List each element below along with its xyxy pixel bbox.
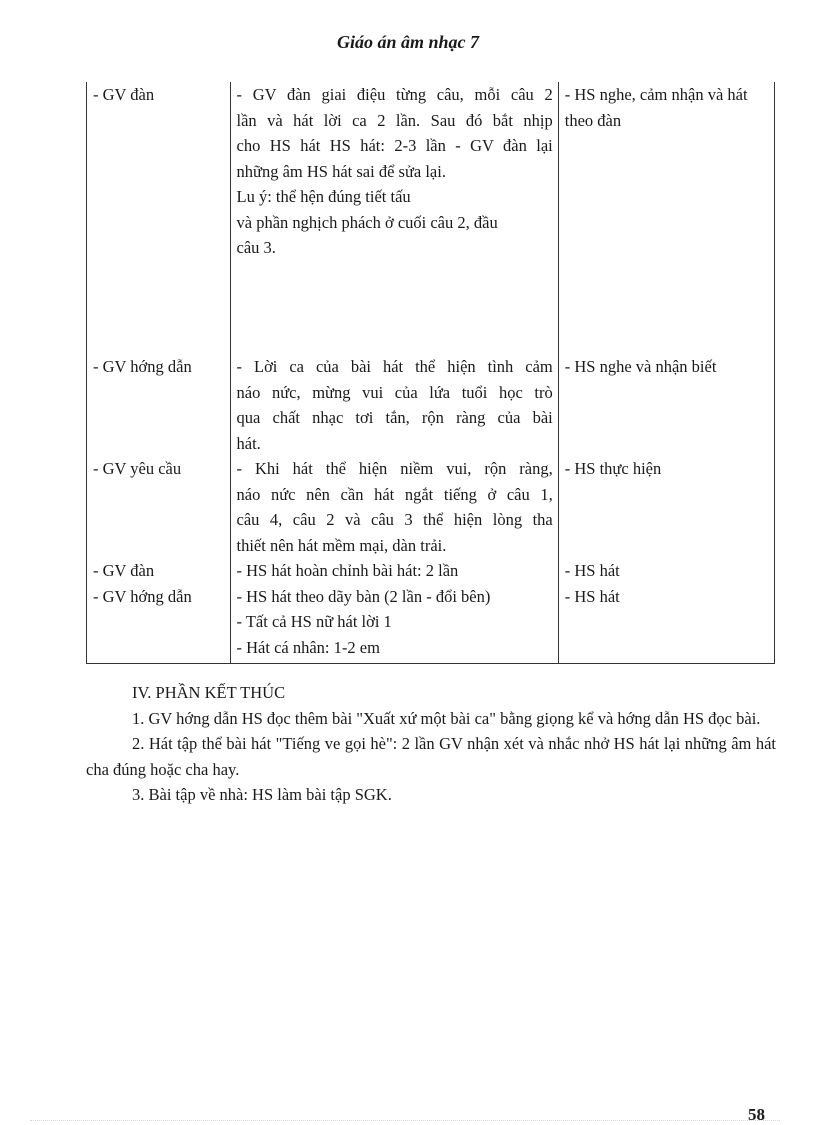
footer-divider xyxy=(30,1120,780,1121)
table-row xyxy=(87,456,775,558)
table-row xyxy=(87,584,775,664)
page-header-title: Giáo án âm nhạc 7 xyxy=(336,32,480,52)
content-line: thiết nên hát mềm mại, dàn trải. xyxy=(236,535,447,555)
content-line: - HS hát theo dãy bàn (2 lần - đổi bên) xyxy=(236,586,491,606)
content-line: Lu ý: thể hện đúng tiết tấu xyxy=(236,187,411,206)
closing-section xyxy=(86,680,776,808)
teacher-activity: - GV hớng dẫn xyxy=(93,586,192,606)
content-line: hát. xyxy=(236,433,261,453)
teacher-activity-cell xyxy=(87,354,231,456)
content-line: - GV đàn giai điệu từng câu, mỗi câu 2 xyxy=(236,85,553,104)
student-activity-cell xyxy=(558,456,774,558)
content-line: và phần nghịch phách ở cuối câu 2, đầu xyxy=(236,212,498,232)
section-title: IV. PHẦN KẾT THÚC xyxy=(132,683,286,702)
content-line: những âm HS hát sai để sửa lại. xyxy=(236,161,446,181)
student-activity: - HS hát xyxy=(564,561,620,580)
content-line: - Tất cả HS nữ hát lời 1 xyxy=(236,612,392,631)
content-line: - Lời ca của bài hát thể hiện tình cảm xyxy=(236,357,553,376)
lesson-plan-table xyxy=(86,82,775,664)
content-line: - Hát cá nhân: 1-2 em xyxy=(236,637,380,657)
student-activity-cell xyxy=(558,584,774,664)
closing-paragraph: 1. GV hớng dẫn HS đọc thêm bài "Xuất xứ một bài ca" bằng giọng kể và hớng dẫn HS đọc bài. xyxy=(132,708,761,728)
table-row xyxy=(87,82,775,354)
content-cell xyxy=(230,558,558,584)
content-line: - HS hát hoàn chỉnh bài hát: 2 lần xyxy=(236,561,459,580)
student-activity: - HS hát xyxy=(564,586,620,606)
student-activity-cell xyxy=(558,82,774,354)
student-activity: - HS nghe và nhận biết xyxy=(564,357,717,376)
page-number: 58 xyxy=(748,1105,765,1124)
closing-paragraph: 2. Hát tập thể bài hát "Tiếng ve gọi hè": 2 lần GV nhận xét và nhắc nhở HS hát lại những âm hát cha đúng hoặc cha hay. xyxy=(86,734,776,779)
teacher-activity-cell xyxy=(87,82,231,354)
content-line: câu 3. xyxy=(236,238,276,257)
student-activity-cell xyxy=(558,558,774,584)
content-line: qua chất nhạc tơi tắn, rộn ràng của bài xyxy=(236,408,553,427)
content-line: câu 4, câu 2 và câu 3 thể hiện lòng tha xyxy=(236,510,553,529)
content-cell xyxy=(230,584,558,664)
teacher-activity: - GV đàn xyxy=(93,561,155,580)
content-line: lần và hát lời ca 2 lần. Sau đó bắt nhịp xyxy=(236,110,553,130)
teacher-activity: - GV yêu cầu xyxy=(93,459,182,478)
content-line: náo nức, mừng vui của lứa tuổi học trò xyxy=(236,382,553,402)
content-line: - Khi hát thể hiện niềm vui, rộn ràng, xyxy=(236,459,553,478)
teacher-activity-cell xyxy=(87,558,231,584)
content-cell xyxy=(230,82,558,354)
teacher-activity-cell xyxy=(87,456,231,558)
student-activity-cell xyxy=(558,354,774,456)
student-activity: - HS nghe, cảm nhận và hát theo đàn xyxy=(564,85,748,130)
content-cell xyxy=(230,354,558,456)
teacher-activity: - GV hớng dẫn xyxy=(93,357,192,376)
content-line: náo nức nên cần hát ngắt tiếng ở câu 1, xyxy=(236,484,553,504)
table-row xyxy=(87,558,775,584)
table-row xyxy=(87,354,775,456)
teacher-activity-cell xyxy=(87,584,231,664)
content-line: cho HS hát HS hát: 2-3 lần - GV đàn lại xyxy=(236,136,553,155)
student-activity: - HS thực hiện xyxy=(564,459,662,478)
closing-paragraph: 3. Bài tập về nhà: HS làm bài tập SGK. xyxy=(132,785,392,804)
teacher-activity: - GV đàn xyxy=(93,85,155,104)
content-cell xyxy=(230,456,558,558)
